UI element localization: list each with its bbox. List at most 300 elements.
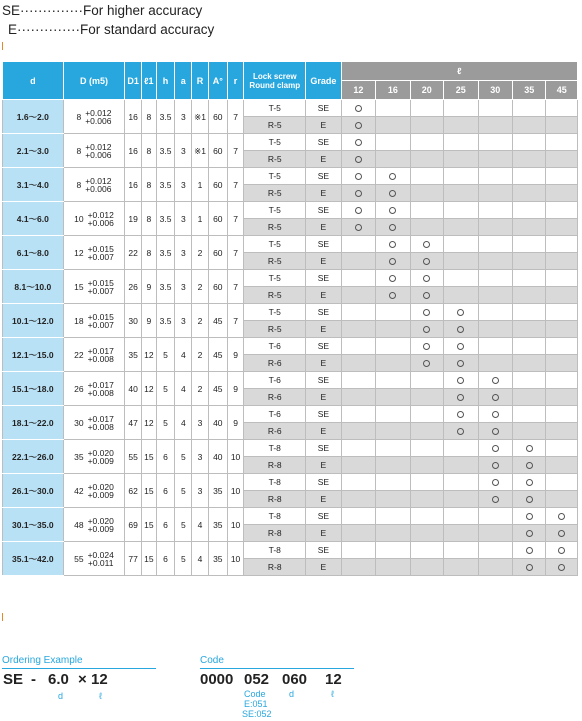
availability-cell	[444, 270, 478, 287]
grade-se: SE	[306, 372, 342, 389]
shank-diameter	[63, 168, 125, 202]
available-circle-icon	[492, 479, 499, 486]
availability-cell	[376, 321, 410, 338]
availability-cell	[410, 474, 443, 491]
grade-e: E	[306, 253, 342, 270]
dim-r: 7	[227, 168, 244, 202]
tolerance-upper: +0.012	[85, 141, 112, 152]
availability-cell	[444, 389, 478, 406]
dim-R: 4	[192, 542, 209, 576]
available-circle-icon	[389, 224, 396, 231]
available-circle-icon	[457, 360, 464, 367]
available-circle-icon	[558, 530, 565, 537]
ordering-l-value: 12	[91, 671, 108, 688]
dim-A: 60	[208, 168, 227, 202]
availability-cell	[410, 406, 443, 423]
available-circle-icon	[423, 241, 430, 248]
grade-se: SE	[306, 168, 342, 185]
dim-a: 3	[175, 100, 192, 134]
col-length-group: ℓ	[341, 62, 577, 81]
dim-h: 3.5	[156, 304, 175, 338]
availability-cell	[513, 168, 546, 185]
dim-D1: 16	[125, 134, 142, 168]
availability-cell	[376, 185, 410, 202]
availability-cell	[444, 151, 478, 168]
tolerance-lower: +0.007	[87, 319, 114, 330]
availability-cell	[341, 304, 375, 321]
availability-cell	[410, 525, 443, 542]
availability-cell	[341, 270, 375, 287]
col-length-25: 25	[444, 81, 478, 100]
availability-cell	[513, 491, 546, 508]
availability-cell	[444, 525, 478, 542]
round-clamp: R-8	[244, 559, 306, 576]
dim-D1: 19	[125, 202, 142, 236]
availability-cell	[444, 372, 478, 389]
availability-cell	[546, 525, 578, 542]
available-circle-icon	[492, 411, 499, 418]
availability-cell	[341, 406, 375, 423]
availability-cell	[341, 423, 375, 440]
diameter-range: 10.1～12.0	[3, 304, 64, 338]
dim-R: 2	[192, 338, 209, 372]
col-d: d	[3, 62, 64, 100]
diameter-range: 30.1～35.0	[3, 508, 64, 542]
dim-a: 3	[175, 202, 192, 236]
availability-cell	[444, 474, 478, 491]
availability-cell	[513, 287, 546, 304]
tolerance-upper: +0.017	[87, 345, 114, 356]
diameter-range: 6.1～8.0	[3, 236, 64, 270]
dim-r: 7	[227, 270, 244, 304]
legend-e: E··············For standard accuracy	[8, 22, 215, 37]
availability-cell	[376, 151, 410, 168]
round-clamp: R-8	[244, 491, 306, 508]
dim-a: 4	[175, 406, 192, 440]
available-circle-icon	[355, 139, 362, 146]
available-circle-icon	[526, 462, 533, 469]
dim-A: 60	[208, 134, 227, 168]
lock-screw-label: Lock screw	[252, 71, 297, 81]
availability-cell	[410, 355, 443, 372]
shank-diameter	[63, 372, 125, 406]
availability-cell	[444, 440, 478, 457]
col-R: R	[192, 62, 209, 100]
availability-cell	[410, 287, 443, 304]
ordering-l-label: ℓ	[99, 691, 102, 701]
tolerance-lower: +0.009	[87, 455, 114, 466]
available-circle-icon	[423, 343, 430, 350]
dim-R: 2	[192, 270, 209, 304]
available-circle-icon	[492, 462, 499, 469]
availability-cell	[546, 542, 578, 559]
code-l-label: ℓ	[331, 689, 334, 699]
availability-cell	[478, 474, 512, 491]
shank-diameter	[63, 202, 125, 236]
shank-diameter	[63, 508, 125, 542]
round-clamp: R-5	[244, 151, 306, 168]
availability-cell	[478, 491, 512, 508]
dim-D1: 69	[125, 508, 142, 542]
availability-cell	[376, 338, 410, 355]
round-clamp: R-6	[244, 355, 306, 372]
availability-cell	[478, 287, 512, 304]
code-title: Code	[200, 655, 224, 666]
col-length-45: 45	[546, 81, 578, 100]
availability-cell	[478, 525, 512, 542]
dim-r: 9	[227, 372, 244, 406]
lock-screw: T-5	[244, 236, 306, 253]
dim-r: 7	[227, 304, 244, 338]
availability-cell	[444, 236, 478, 253]
shank-diameter-value: 8	[76, 111, 82, 122]
availability-cell	[341, 389, 375, 406]
shank-diameter	[63, 100, 125, 134]
ordering-grade: SE	[3, 671, 24, 688]
availability-cell	[513, 406, 546, 423]
code-se-code: SE:052	[242, 709, 272, 719]
dim-A: 35	[208, 474, 227, 508]
lock-screw: T-5	[244, 304, 306, 321]
availability-cell	[546, 287, 578, 304]
dim-R: 4	[192, 508, 209, 542]
grade-se: SE	[306, 202, 342, 219]
tolerance-lower: +0.008	[87, 353, 114, 364]
grade-e: E	[306, 151, 342, 168]
availability-cell	[546, 168, 578, 185]
dim-h: 3.5	[156, 100, 175, 134]
availability-cell	[341, 457, 375, 474]
availability-cell	[341, 525, 375, 542]
availability-cell	[376, 253, 410, 270]
table-row	[3, 440, 578, 457]
availability-cell	[410, 389, 443, 406]
availability-cell	[546, 491, 578, 508]
shank-diameter-value: 8	[76, 179, 82, 190]
availability-cell	[341, 542, 375, 559]
round-clamp: R-5	[244, 321, 306, 338]
tolerance-lower: +0.008	[87, 387, 114, 398]
dim-l1: 9	[142, 304, 157, 338]
grade-e: E	[306, 559, 342, 576]
availability-cell	[513, 389, 546, 406]
grade-se: SE	[306, 134, 342, 151]
availability-cell	[341, 287, 375, 304]
dim-h: 3.5	[156, 202, 175, 236]
availability-cell	[513, 338, 546, 355]
dim-D1: 22	[125, 236, 142, 270]
available-circle-icon	[423, 360, 430, 367]
dim-a: 3	[175, 236, 192, 270]
dim-A: 35	[208, 542, 227, 576]
availability-cell	[341, 168, 375, 185]
availability-cell	[341, 134, 375, 151]
tolerance-upper: +0.012	[85, 107, 112, 118]
availability-cell	[444, 253, 478, 270]
table-row	[3, 474, 578, 491]
availability-cell	[376, 287, 410, 304]
ordering-d-label: d	[58, 691, 64, 701]
availability-cell	[376, 202, 410, 219]
col-length-35: 35	[513, 81, 546, 100]
grade-e: E	[306, 525, 342, 542]
shank-diameter-value: 42	[74, 485, 84, 496]
shank-diameter	[63, 406, 125, 440]
dim-r: 10	[227, 474, 244, 508]
availability-cell	[341, 338, 375, 355]
code-part-3: 060	[282, 671, 308, 688]
code-e-code: E:051	[244, 699, 268, 709]
dim-l1: 8	[142, 134, 157, 168]
lock-screw: T-5	[244, 168, 306, 185]
available-circle-icon	[526, 445, 533, 452]
available-circle-icon	[389, 207, 396, 214]
dim-D1: 55	[125, 440, 142, 474]
dim-R: 2	[192, 304, 209, 338]
availability-cell	[410, 236, 443, 253]
dim-a: 4	[175, 372, 192, 406]
availability-cell	[341, 219, 375, 236]
available-circle-icon	[492, 428, 499, 435]
dim-a: 3	[175, 168, 192, 202]
availability-cell	[444, 355, 478, 372]
available-circle-icon	[457, 394, 464, 401]
ordering-title: Ordering Example	[2, 655, 83, 666]
availability-cell	[478, 338, 512, 355]
available-circle-icon	[355, 105, 362, 112]
accent-tick-bottom	[2, 613, 3, 621]
dim-h: 3.5	[156, 134, 175, 168]
dim-a: 5	[175, 474, 192, 508]
availability-cell	[376, 491, 410, 508]
availability-cell	[546, 185, 578, 202]
available-circle-icon	[492, 496, 499, 503]
availability-cell	[478, 151, 512, 168]
dim-l1: 8	[142, 168, 157, 202]
availability-cell	[444, 100, 478, 117]
availability-cell	[410, 270, 443, 287]
dim-l1: 15	[142, 440, 157, 474]
dim-l1: 12	[142, 372, 157, 406]
availability-cell	[478, 253, 512, 270]
availability-cell	[478, 457, 512, 474]
tolerance-upper: +0.015	[87, 311, 114, 322]
availability-cell	[341, 508, 375, 525]
availability-cell	[341, 236, 375, 253]
dim-R: 1	[192, 168, 209, 202]
available-circle-icon	[526, 513, 533, 520]
dim-h: 5	[156, 372, 175, 406]
availability-cell	[478, 236, 512, 253]
dim-l1: 15	[142, 508, 157, 542]
grade-e: E	[306, 219, 342, 236]
availability-cell	[546, 372, 578, 389]
dim-R: ※1	[192, 134, 209, 168]
tolerance-lower: +0.011	[87, 557, 114, 568]
grade-e: E	[306, 287, 342, 304]
availability-cell	[376, 355, 410, 372]
shank-diameter-value: 48	[74, 519, 84, 530]
available-circle-icon	[526, 496, 533, 503]
dim-l1: 9	[142, 270, 157, 304]
availability-cell	[513, 508, 546, 525]
available-circle-icon	[389, 241, 396, 248]
tolerance-upper: +0.012	[87, 209, 114, 220]
shank-diameter	[63, 542, 125, 576]
dim-r: 7	[227, 202, 244, 236]
availability-cell	[444, 406, 478, 423]
availability-cell	[410, 423, 443, 440]
diameter-range: 18.1～22.0	[3, 406, 64, 440]
grade-se: SE	[306, 542, 342, 559]
diameter-range: 22.1～26.0	[3, 440, 64, 474]
available-circle-icon	[526, 530, 533, 537]
availability-cell	[410, 372, 443, 389]
availability-cell	[410, 338, 443, 355]
dim-a: 3	[175, 270, 192, 304]
availability-cell	[478, 185, 512, 202]
col-A: A°	[208, 62, 227, 100]
shank-diameter-value: 30	[74, 417, 84, 428]
round-clamp: R-6	[244, 423, 306, 440]
availability-cell	[513, 270, 546, 287]
availability-cell	[478, 270, 512, 287]
availability-cell	[410, 440, 443, 457]
availability-cell	[376, 219, 410, 236]
availability-cell	[546, 100, 578, 117]
available-circle-icon	[526, 479, 533, 486]
availability-cell	[513, 100, 546, 117]
available-circle-icon	[355, 173, 362, 180]
dim-A: 40	[208, 406, 227, 440]
dim-D1: 16	[125, 100, 142, 134]
dim-h: 6	[156, 440, 175, 474]
dim-h: 6	[156, 474, 175, 508]
legend-se: SE··············For higher accuracy	[2, 3, 203, 18]
dim-a: 5	[175, 440, 192, 474]
dim-a: 5	[175, 542, 192, 576]
availability-cell	[546, 236, 578, 253]
col-a: a	[175, 62, 192, 100]
availability-cell	[513, 202, 546, 219]
availability-cell	[546, 389, 578, 406]
available-circle-icon	[457, 343, 464, 350]
availability-cell	[478, 355, 512, 372]
tolerance-upper: +0.015	[87, 277, 114, 288]
availability-cell	[444, 338, 478, 355]
grade-se: SE	[306, 406, 342, 423]
dim-r: 10	[227, 542, 244, 576]
dim-D1: 40	[125, 372, 142, 406]
availability-cell	[410, 508, 443, 525]
diameter-range: 35.1～42.0	[3, 542, 64, 576]
table-row	[3, 270, 578, 287]
tolerance-lower: +0.006	[85, 183, 112, 194]
round-clamp: R-8	[244, 525, 306, 542]
dim-l1: 8	[142, 236, 157, 270]
available-circle-icon	[492, 394, 499, 401]
available-circle-icon	[558, 547, 565, 554]
availability-cell	[376, 457, 410, 474]
shank-diameter-value: 55	[74, 553, 84, 564]
dim-a: 3	[175, 134, 192, 168]
availability-cell	[376, 100, 410, 117]
code-d-label: d	[289, 689, 295, 699]
col-lock-screw	[244, 62, 306, 100]
dim-h: 5	[156, 338, 175, 372]
availability-cell	[410, 219, 443, 236]
shank-diameter-value: 15	[74, 281, 84, 292]
shank-diameter-value: 12	[74, 247, 84, 258]
dim-r: 10	[227, 440, 244, 474]
availability-cell	[513, 457, 546, 474]
availability-cell	[546, 117, 578, 134]
availability-cell	[546, 321, 578, 338]
availability-cell	[513, 321, 546, 338]
availability-cell	[513, 185, 546, 202]
available-circle-icon	[457, 411, 464, 418]
availability-cell	[410, 457, 443, 474]
dim-A: 60	[208, 270, 227, 304]
available-circle-icon	[423, 275, 430, 282]
tolerance-upper: +0.017	[87, 379, 114, 390]
lock-screw: T-8	[244, 542, 306, 559]
grade-se: SE	[306, 338, 342, 355]
round-clamp: R-6	[244, 389, 306, 406]
ordering-d-value: 6.0	[48, 671, 69, 688]
dim-R: 2	[192, 372, 209, 406]
dim-A: 60	[208, 202, 227, 236]
available-circle-icon	[558, 564, 565, 571]
diameter-range: 26.1～30.0	[3, 474, 64, 508]
availability-cell	[546, 270, 578, 287]
dim-R: 3	[192, 474, 209, 508]
dim-a: 5	[175, 508, 192, 542]
dim-h: 5	[156, 406, 175, 440]
availability-cell	[341, 100, 375, 117]
lock-screw: T-6	[244, 372, 306, 389]
dim-r: 7	[227, 100, 244, 134]
shank-diameter-value: 8	[76, 145, 82, 156]
lock-screw: T-6	[244, 338, 306, 355]
availability-cell	[546, 134, 578, 151]
available-circle-icon	[423, 309, 430, 316]
tolerance-lower: +0.009	[87, 489, 114, 500]
grade-se: SE	[306, 100, 342, 117]
diameter-range: 2.1～3.0	[3, 134, 64, 168]
dim-D1: 47	[125, 406, 142, 440]
availability-cell	[546, 253, 578, 270]
availability-cell	[341, 202, 375, 219]
availability-cell	[546, 508, 578, 525]
dim-D1: 26	[125, 270, 142, 304]
availability-cell	[376, 525, 410, 542]
availability-cell	[513, 559, 546, 576]
grade-e: E	[306, 491, 342, 508]
dim-A: 35	[208, 508, 227, 542]
availability-cell	[513, 474, 546, 491]
col-D: D (m5)	[63, 62, 125, 100]
availability-cell	[410, 542, 443, 559]
availability-cell	[444, 134, 478, 151]
availability-cell	[376, 134, 410, 151]
availability-cell	[341, 321, 375, 338]
availability-cell	[410, 559, 443, 576]
availability-cell	[341, 185, 375, 202]
availability-cell	[478, 321, 512, 338]
table-row	[3, 202, 578, 219]
availability-cell	[444, 168, 478, 185]
